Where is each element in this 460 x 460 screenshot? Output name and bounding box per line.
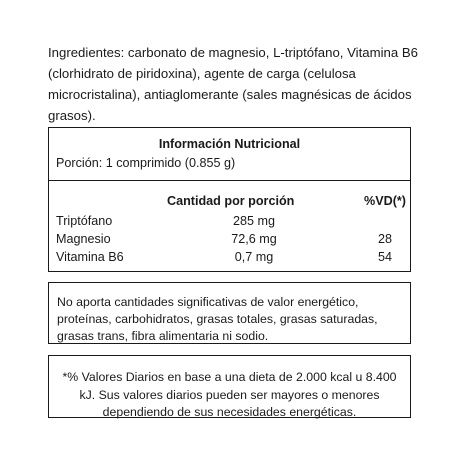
nutrient-quantity: 72,6 mg (231, 232, 277, 246)
panel-divider (49, 180, 410, 181)
table-row (49, 214, 410, 230)
nutrient-name: Magnesio (56, 232, 111, 246)
daily-values-footnote: *% Valores Diarios en base a una dieta de 2.000 kcal u 8.400 kJ. Sus valores diarios pueden ser mayores o menores dependiendo de sus necesidades energéticas. (62, 370, 397, 419)
table-row (49, 232, 410, 248)
header-quantity: Cantidad por porción (167, 194, 295, 208)
nutrient-name: Triptófano (56, 214, 113, 228)
nutrient-quantity: 0,7 mg (234, 250, 274, 264)
ingredients-text: Ingredientes: carbonato de magnesio, L-triptófano, Vitamina B6 (clorhidrato de piridoxina), agente de carga (celulosa microcristalina), antiaglomerante (sales magnésicas de ácidos grasos). (48, 45, 418, 123)
nutrition-facts-panel (48, 127, 411, 272)
nutrition-title: Información Nutricional (158, 137, 301, 151)
portion-size: Porción: 1 comprimido (0.855 g) (56, 156, 236, 170)
nutrition-note-panel (48, 282, 411, 344)
header-vd: %VD(*) (364, 194, 406, 208)
nutrition-table-header (49, 194, 410, 210)
nutrient-name: Vitamina B6 (56, 250, 124, 264)
nutrition-note: No aporta cantidades significativas de valor energético, proteínas, carbohidratos, grasas totales, grasas saturadas, grasas trans, fibra alimentaria ni sodio. (57, 295, 378, 343)
nutrient-vd: 54 (377, 250, 393, 264)
daily-values-footnote-panel (48, 355, 411, 418)
table-row (49, 250, 410, 266)
nutrient-quantity: 285 mg (232, 214, 276, 228)
nutrient-vd: 28 (377, 232, 393, 246)
